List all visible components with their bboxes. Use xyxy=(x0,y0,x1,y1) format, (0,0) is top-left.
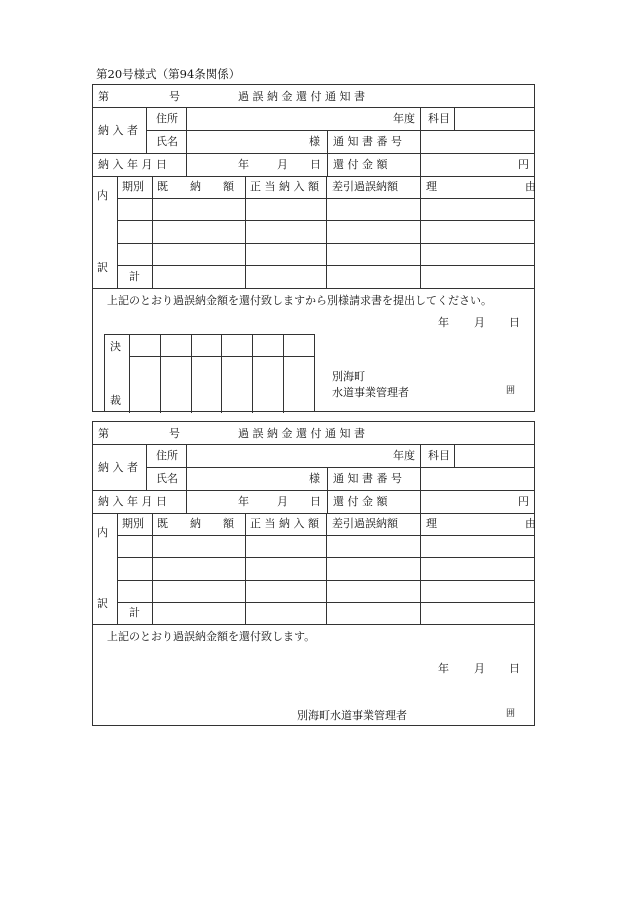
date-year: 年 xyxy=(438,662,449,675)
row-line xyxy=(93,624,534,625)
col-line xyxy=(420,513,421,624)
col-period: 期別 xyxy=(122,180,144,193)
breakdown-label-bottom: 訳 xyxy=(97,261,108,274)
col-proper-amount: 正 当 納 入 額 xyxy=(250,517,319,530)
col-line xyxy=(186,444,187,513)
col-line xyxy=(245,176,246,288)
issuer-title: 水道事業管理者 xyxy=(332,386,409,399)
breakdown-label-bottom: 訳 xyxy=(97,597,108,610)
row-line xyxy=(93,107,534,108)
payer-label: 納 入 者 xyxy=(98,124,138,137)
refund-message: 上記のとおり過誤納金額を還付致します。 xyxy=(107,630,316,643)
approval-col-line xyxy=(160,335,161,413)
col-line xyxy=(454,107,455,130)
date-year: 年 xyxy=(438,316,449,329)
row-line xyxy=(146,130,534,131)
approval-col-line xyxy=(129,335,130,413)
col-line xyxy=(420,107,421,153)
col-already-paid: 既 納 額 xyxy=(157,517,234,530)
refund-message: 上記のとおり過誤納金額を還付致しますから別様請求書を提出してください。 xyxy=(107,294,492,307)
issuer-town: 別海町 xyxy=(332,370,365,383)
year-label: 年 xyxy=(238,495,249,508)
notice-number-label: 通 知 書 番 号 xyxy=(333,135,402,148)
col-overpaid-amount: 差引過誤納額 xyxy=(332,517,398,530)
col-period: 期別 xyxy=(122,517,144,530)
row-line xyxy=(146,467,534,468)
approval-label-top: 決 xyxy=(110,340,121,353)
col-line xyxy=(327,130,328,176)
address-label: 住所 xyxy=(156,112,178,125)
col-line xyxy=(146,444,147,490)
col-proper-amount: 正 当 納 入 額 xyxy=(250,180,319,193)
approval-col-line xyxy=(221,335,222,413)
col-line xyxy=(326,513,327,624)
refund-notice-form-2 xyxy=(92,421,535,726)
col-reason: 理 由 xyxy=(426,180,536,193)
no-label: 第 xyxy=(98,427,109,440)
refund-amount-label: 還 付 金 額 xyxy=(333,158,388,171)
row-line xyxy=(93,176,534,177)
col-line xyxy=(117,513,118,624)
approval-col-line xyxy=(252,335,253,413)
col-line xyxy=(326,176,327,288)
day-label: 日 xyxy=(310,158,321,171)
notice-number-label: 通 知 書 番 号 xyxy=(333,472,402,485)
form-title: 過 誤 納 金 還 付 通 知 書 xyxy=(238,90,365,103)
row-line xyxy=(93,153,534,154)
fiscal-year-label: 年度 xyxy=(393,449,415,462)
approval-grid xyxy=(104,334,315,412)
fiscal-year-label: 年度 xyxy=(393,112,415,125)
year-label: 年 xyxy=(238,158,249,171)
col-line xyxy=(420,490,421,513)
refund-amount-label: 還 付 金 額 xyxy=(333,495,388,508)
date-day: 日 xyxy=(509,316,520,329)
approval-row-line xyxy=(129,356,315,357)
col-line xyxy=(146,107,147,153)
col-line xyxy=(152,176,153,288)
col-line xyxy=(420,153,421,176)
subject-label: 科目 xyxy=(428,449,450,462)
name-label: 氏名 xyxy=(156,472,178,485)
approval-col-line xyxy=(283,335,284,413)
date-month: 月 xyxy=(474,316,485,329)
row-line xyxy=(93,513,534,514)
go-label: 号 xyxy=(169,90,180,103)
total-label: 計 xyxy=(129,606,140,619)
go-label: 号 xyxy=(169,427,180,440)
payer-label: 納 入 者 xyxy=(98,461,138,474)
refund-notice-form-1 xyxy=(92,84,535,412)
month-label: 月 xyxy=(277,158,288,171)
approval-label-bottom: 裁 xyxy=(110,394,121,407)
col-line xyxy=(454,444,455,467)
row-line xyxy=(93,288,534,289)
col-line xyxy=(117,176,118,288)
approval-col-line xyxy=(191,335,192,413)
pay-date-label: 納 入 年 月 日 xyxy=(98,158,167,171)
form-number-caption: 第20号様式（第94条関係） xyxy=(96,67,241,81)
col-reason: 理 由 xyxy=(426,517,536,530)
yen-label: 円 xyxy=(518,158,529,171)
col-line xyxy=(245,513,246,624)
address-label: 住所 xyxy=(156,449,178,462)
col-line xyxy=(186,107,187,176)
total-label: 計 xyxy=(129,270,140,283)
col-line xyxy=(152,513,153,624)
form-title: 過 誤 納 金 還 付 通 知 書 xyxy=(238,427,365,440)
yen-label: 円 xyxy=(518,495,529,508)
col-already-paid: 既 納 額 xyxy=(157,180,234,193)
row-line xyxy=(93,490,534,491)
seal-mark: 囲 xyxy=(506,709,516,719)
breakdown-label-top: 内 xyxy=(97,526,108,539)
no-label: 第 xyxy=(98,90,109,103)
col-line xyxy=(420,444,421,490)
date-month: 月 xyxy=(474,662,485,675)
col-overpaid-amount: 差引過誤納額 xyxy=(332,180,398,193)
seal-mark: 囲 xyxy=(506,386,516,396)
breakdown-label-top: 内 xyxy=(97,189,108,202)
row-line xyxy=(93,444,534,445)
date-day: 日 xyxy=(509,662,520,675)
month-label: 月 xyxy=(277,495,288,508)
subject-label: 科目 xyxy=(428,112,450,125)
pay-date-label: 納 入 年 月 日 xyxy=(98,495,167,508)
sama-label: 様 xyxy=(309,135,320,148)
name-label: 氏名 xyxy=(156,135,178,148)
col-line xyxy=(420,176,421,288)
col-line xyxy=(327,467,328,513)
day-label: 日 xyxy=(310,495,321,508)
sama-label: 様 xyxy=(309,472,320,485)
issuer: 別海町水道事業管理者 xyxy=(297,709,407,722)
